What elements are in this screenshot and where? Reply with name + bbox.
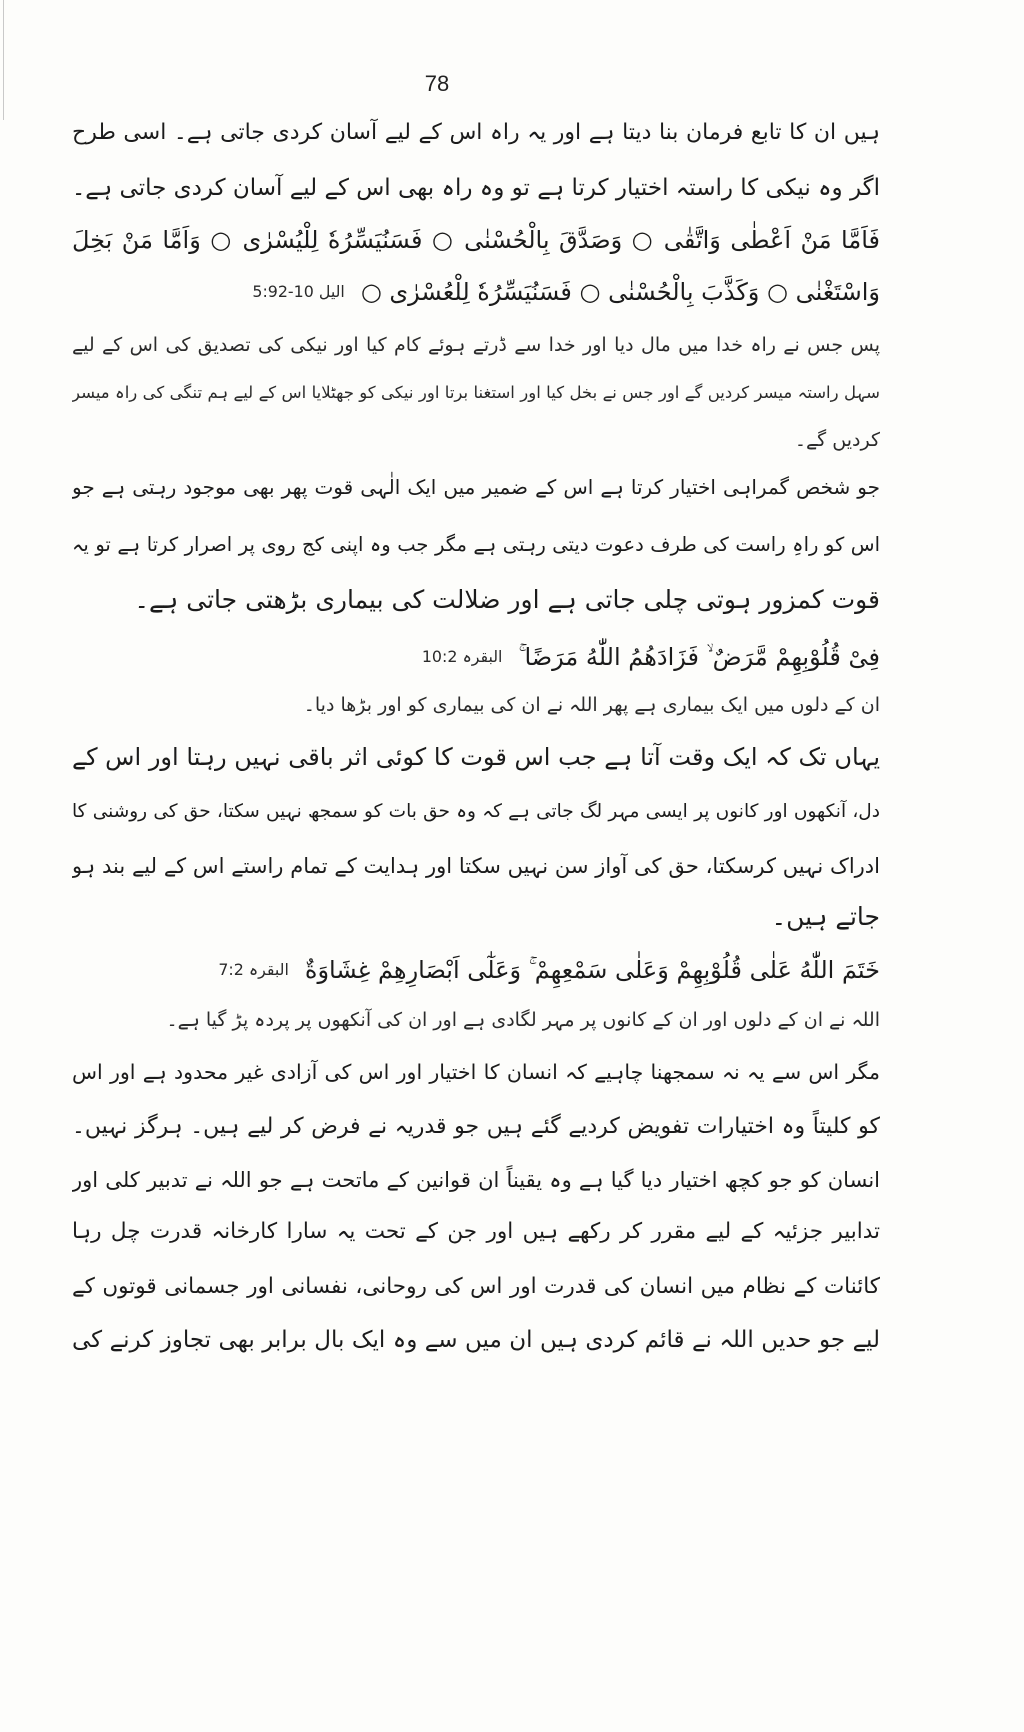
body-line: اس کو راہِ راست کی طرف دعوت دیتی رہتی ہے مگر جب وہ اپنی کج روی پر اصرار کرتا ہے تو یہ bbox=[72, 533, 880, 556]
body-line: اگر وہ نیکی کا راستہ اختیار کرتا ہے تو وہ راہ بھی اس کے لیے آسان کردی جاتی ہے۔ bbox=[72, 175, 880, 201]
quran-verse-row bbox=[72, 634, 880, 680]
quran-verse-line: فَاَمَّا مَنْ اَعْطٰی وَاتَّقٰی ○ وَصَدَّقَ بِالْحُسْنٰی ○ فَسَنُیَسِّرُهٗ لِلْیُسْرٰی ○ وَاَمَّا مَنْ بَخِلَ bbox=[72, 226, 880, 254]
body-line: جو شخص گمراہی اختیار کرتا ہے اس کے ضمیر میں ایک الٰہی قوت پھر بھی موجود رہتی ہے جو bbox=[72, 475, 880, 499]
body-line: ہیں ان کا تابع فرمان بنا دیتا ہے اور یہ راہ اس کے لیے آسان کردی جاتی ہے۔ اسی طرح bbox=[72, 120, 880, 145]
body-line: کو کلیتاً وہ اختیارات تفویض کردیے گئے ہیں جو قدریہ نے فرض کر لیے ہیں۔ ہرگز نہیں۔ bbox=[72, 1114, 880, 1139]
body-line: جاتے ہیں۔ bbox=[771, 902, 880, 931]
verse-reference: الیل 10-5:92 bbox=[252, 282, 345, 301]
body-line: ادراک نہیں کرسکتا، حق کی آواز سن نہیں سکتا اور ہدایت کے تمام راستے اس کے لیے بند ہو bbox=[72, 854, 880, 878]
translation-line: اللہ نے ان کے دلوں اور ان کے کانوں پر مہر لگادی ہے اور ان کی آنکھوں پر پردہ پڑ گیا ہے۔ bbox=[166, 1009, 880, 1031]
verse-reference: البقرہ 10:2 bbox=[421, 647, 503, 666]
quran-verse-line: وَاسْتَغْنٰی ○ وَكَذَّبَ بِالْحُسْنٰی ○ فَسَنُیَسِّرُهٗ لِلْعُسْرٰی ○ bbox=[360, 278, 880, 306]
body-line: لیے جو حدیں اللہ نے قائم کردی ہیں ان میں سے وہ ایک بال برابر بھی تجاوز کرنے کی bbox=[72, 1327, 880, 1353]
translation-line: سہل راستہ میسر کردیں گے اور جس نے بخل کیا اور استغنا برتا اور نیکی کو جھٹلایا اس کے لیے ہم تنگی کی راہ میسر bbox=[72, 383, 880, 402]
body-line: انسان کو جو کچھ اختیار دیا گیا ہے وہ یقیناً ان قوانین کے ماتحت ہے جو اللہ نے تدبیر کلی اور bbox=[72, 1168, 880, 1192]
quran-verse-line: خَتَمَ اللّٰهُ عَلٰی قُلُوْبِهِمْ وَعَلٰی سَمْعِهِمْ ۚ وَعَلٰٓی اَبْصَارِهِمْ غِشَاوَةٌ bbox=[304, 956, 880, 984]
translation-line: کردیں گے۔ bbox=[794, 429, 880, 451]
translation-line: ان کے دلوں میں ایک بیماری ہے پھر اللہ نے ان کی بیماری کو اور بڑھا دیا۔ bbox=[303, 694, 880, 716]
body-line: دل، آنکھوں اور کانوں پر ایسی مہر لگ جاتی ہے کہ وہ حق بات کو سمجھ نہیں سکتا، حق کی روشنی کا bbox=[72, 801, 880, 822]
body-line: مگر اس سے یہ نہ سمجھنا چاہیے کہ انسان کا اختیار اور اس کی آزادی غیر محدود ہے اور اس bbox=[72, 1060, 880, 1084]
translation-line: پس جس نے راہ خدا میں مال دیا اور خدا سے ڈرتے ہوئے کام کیا اور نیکی کی تصدیق کی اس کے لیے bbox=[72, 334, 880, 356]
body-line: قوت کمزور ہوتی چلی جاتی ہے اور ضلالت کی بیماری بڑھتی جاتی ہے۔ bbox=[134, 585, 880, 614]
body-line: کائنات کے نظام میں انسان کی قدرت اور اس کی روحانی، نفسانی اور جسمانی قوتوں کے bbox=[72, 1274, 880, 1299]
quran-verse-row bbox=[72, 947, 880, 993]
verse-reference: البقرہ 7:2 bbox=[218, 960, 289, 979]
body-line: تدابیر جزئیہ کے لیے مقرر کر رکھے ہیں اور جن کے تحت یہ سارا کارخانہ قدرت چل رہا bbox=[72, 1219, 880, 1244]
page-number: 78 bbox=[424, 71, 450, 96]
quran-verse-line: فِیْ قُلُوْبِهِمْ مَّرَضٌ ۙ فَزَادَهُمُ اللّٰهُ مَرَضًا ۚ bbox=[518, 643, 880, 671]
scan-edge-line bbox=[3, 0, 4, 120]
quran-verse-row bbox=[72, 269, 880, 315]
body-line: یہاں تک کہ ایک وقت آتا ہے جب اس قوت کا کوئی اثر باقی نہیں رہتا اور اس کے bbox=[72, 743, 880, 771]
